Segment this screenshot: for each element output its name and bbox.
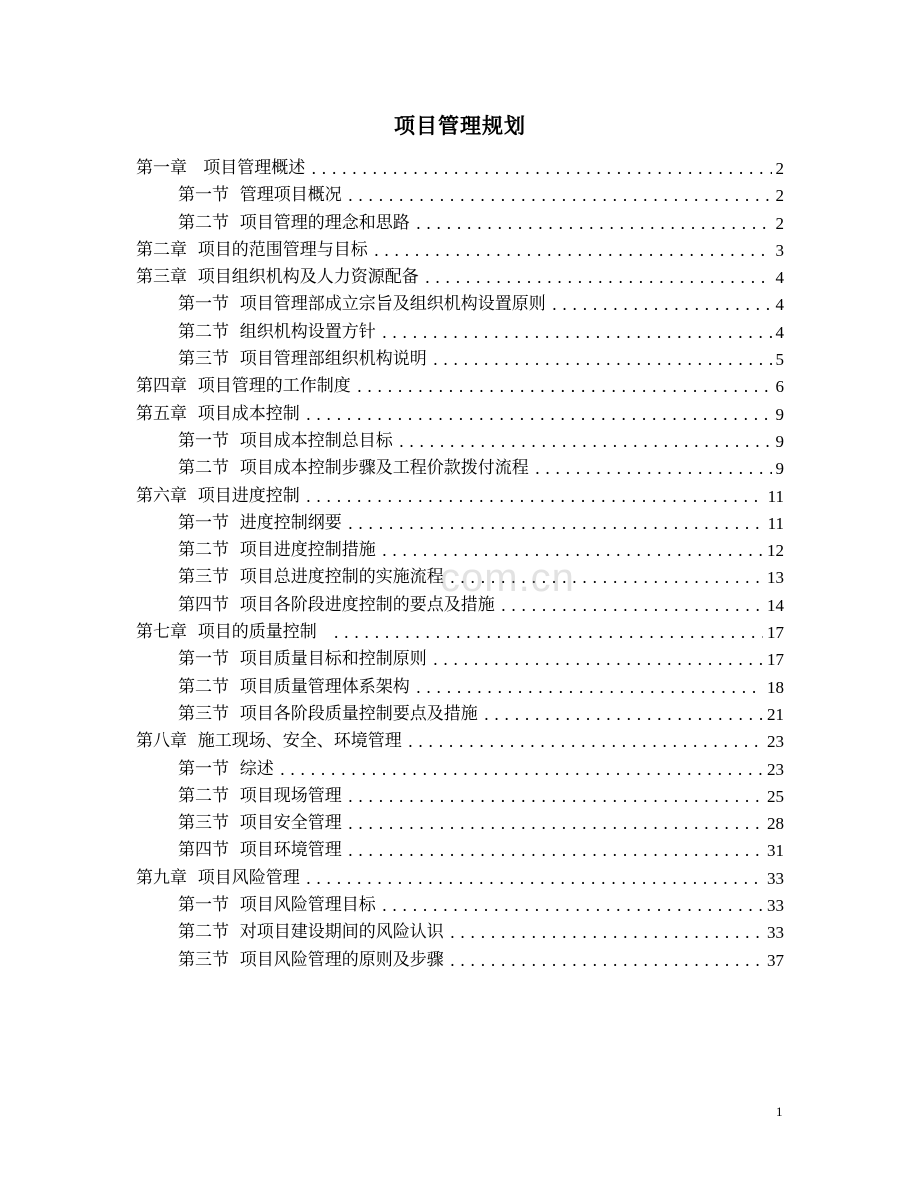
toc-dot-leader — [433, 646, 763, 673]
toc-section-entry[interactable] — [136, 291, 784, 318]
toc-page-number: 3 — [775, 240, 784, 260]
document-title: 项目管理规划 — [394, 114, 526, 138]
toc-entry-label: 第九章 项目风险管理 — [136, 867, 300, 888]
toc-section-entry[interactable] — [136, 455, 784, 482]
toc-chapter-entry[interactable] — [136, 401, 784, 428]
toc-section-entry[interactable] — [136, 810, 784, 837]
toc-entry-label: 第一节 项目风险管理目标 — [178, 895, 376, 916]
toc-entry-label: 第一节 管理项目概况 — [178, 185, 342, 206]
toc-dot-leader — [348, 810, 763, 837]
toc-entry-label: 第一节 综述 — [178, 758, 274, 779]
toc-dot-leader — [408, 728, 763, 755]
toc-dot-leader — [306, 483, 764, 510]
toc-dot-leader — [348, 837, 763, 864]
toc-entry-label: 第一节 项目质量目标和控制原则 — [178, 649, 427, 670]
toc-page-number: 33 — [767, 868, 784, 888]
toc-page-number: 11 — [767, 486, 784, 506]
toc-page-number: 2 — [775, 186, 784, 206]
toc-entry-label: 第一节 项目成本控制总目标 — [178, 430, 393, 451]
toc-page-number: 14 — [767, 595, 784, 615]
toc-entry-label: 第一节 项目管理部成立宗旨及组织机构设置原则 — [178, 294, 546, 315]
toc-section-entry[interactable] — [136, 783, 784, 810]
toc-dot-leader — [374, 237, 772, 264]
toc-entry-label: 第二节 对项目建设期间的风险认识 — [178, 922, 444, 943]
toc-page-number: 4 — [775, 268, 784, 288]
toc-section-entry[interactable] — [136, 674, 784, 701]
toc-dot-leader — [306, 401, 772, 428]
toc-dot-leader — [450, 919, 763, 946]
toc-section-entry[interactable] — [136, 756, 784, 783]
toc-section-entry[interactable] — [136, 947, 784, 974]
toc-page-number: 37 — [767, 950, 784, 970]
toc-entry-label: 第二节 项目质量管理体系架构 — [178, 676, 410, 697]
toc-section-entry[interactable] — [136, 537, 784, 564]
toc-entry-label: 第八章 施工现场、安全、环境管理 — [136, 731, 402, 752]
toc-dot-leader — [280, 756, 763, 783]
toc-page-number: 4 — [775, 295, 784, 315]
toc-chapter-entry[interactable] — [136, 728, 784, 755]
toc-chapter-entry[interactable] — [136, 619, 784, 646]
toc-dot-leader — [348, 182, 772, 209]
toc-dot-leader — [416, 210, 772, 237]
toc-dot-leader — [306, 865, 763, 892]
toc-section-entry[interactable] — [136, 346, 784, 373]
toc-page-number: 13 — [767, 568, 784, 588]
toc-dot-leader — [348, 783, 763, 810]
toc-section-entry[interactable] — [136, 428, 784, 455]
toc-section-entry[interactable] — [136, 892, 784, 919]
toc-chapter-entry[interactable] — [136, 264, 784, 291]
toc-dot-leader — [450, 947, 763, 974]
toc-entry-label: 第三节 项目管理部组织机构说明 — [178, 349, 427, 370]
toc-dot-leader — [382, 537, 763, 564]
toc-entry-label: 第三节 项目风险管理的原则及步骤 — [178, 949, 444, 970]
toc-dot-leader — [311, 155, 771, 182]
toc-page-number: 6 — [775, 377, 784, 397]
toc-chapter-entry[interactable] — [136, 483, 784, 510]
toc-dot-leader — [416, 674, 763, 701]
toc-chapter-entry[interactable] — [136, 237, 784, 264]
toc-page-number: 33 — [767, 923, 784, 943]
toc-dot-leader — [334, 619, 763, 646]
toc-dot-leader — [552, 291, 772, 318]
toc-entry-label: 第二节 项目现场管理 — [178, 785, 342, 806]
toc-section-entry[interactable] — [136, 182, 784, 209]
toc-entry-label: 第五章 项目成本控制 — [136, 403, 300, 424]
toc-dot-leader — [433, 346, 772, 373]
toc-section-entry[interactable] — [136, 210, 784, 237]
toc-entry-label: 第六章 项目进度控制 — [136, 485, 300, 506]
toc-page-number: 23 — [767, 759, 784, 779]
toc-entry-label: 第二节 项目管理的理念和思路 — [178, 212, 410, 233]
toc-dot-leader — [348, 510, 764, 537]
toc-page-number: 2 — [775, 159, 784, 178]
toc-page-number: 17 — [767, 650, 784, 670]
toc-dot-leader — [382, 319, 772, 346]
toc-entry-label: 第二节 项目进度控制措施 — [178, 540, 376, 561]
toc-entry-label: 第三章 项目组织机构及人力资源配备 — [136, 267, 419, 288]
toc-page-number: 11 — [767, 513, 784, 533]
toc-page-number: 12 — [767, 541, 784, 561]
toc-entry-label: 第七章 项目的质量控制 — [136, 622, 328, 643]
toc-page-number: 21 — [767, 704, 784, 724]
toc-dot-leader — [382, 892, 763, 919]
toc-entry-label: 第三节 项目各阶段质量控制要点及措施 — [178, 703, 478, 724]
toc-section-entry[interactable] — [136, 510, 784, 537]
toc-chapter-entry[interactable] — [136, 155, 784, 182]
toc-dot-leader — [425, 264, 772, 291]
toc-page-number: 33 — [767, 896, 784, 916]
toc-page-number: 9 — [775, 459, 784, 479]
toc-dot-leader — [357, 373, 772, 400]
toc-page-number: 18 — [767, 677, 784, 697]
toc-dot-leader — [484, 701, 763, 728]
toc-section-entry[interactable] — [136, 319, 784, 346]
toc-page-number: 5 — [775, 350, 784, 370]
toc-page-number: 31 — [767, 841, 784, 861]
toc-page-number: 9 — [775, 404, 784, 424]
toc-entry-label: 第四章 项目管理的工作制度 — [136, 376, 351, 397]
toc-dot-leader — [450, 564, 763, 591]
toc-page-number: 17 — [767, 623, 784, 643]
toc-entry-label: 第四节 项目各阶段进度控制的要点及措施 — [178, 594, 495, 615]
toc-entry-label: 第二节 项目成本控制步骤及工程价款拨付流程 — [178, 458, 529, 479]
toc-entry-label: 第二节 组织机构设置方针 — [178, 321, 376, 342]
toc-page-number: 9 — [775, 431, 784, 451]
toc-entry-label: 第四节 项目环境管理 — [178, 840, 342, 861]
toc-page-number: 2 — [775, 213, 784, 233]
toc-section-entry[interactable] — [136, 919, 784, 946]
toc-page-number: 28 — [767, 814, 784, 834]
toc-entry-label: 第一节 进度控制纲要 — [178, 512, 342, 533]
watermark: com.cn — [440, 556, 575, 600]
toc-section-entry[interactable] — [136, 837, 784, 864]
toc-entry-label: 第一章 项目管理概述 — [136, 158, 306, 178]
toc-section-entry[interactable] — [136, 646, 784, 673]
toc-entry-label: 第二章 项目的范围管理与目标 — [136, 239, 368, 260]
toc-chapter-entry[interactable] — [136, 373, 784, 400]
toc-section-entry[interactable] — [136, 592, 784, 619]
toc-page-number: 23 — [767, 732, 784, 752]
toc-section-entry[interactable] — [136, 701, 784, 728]
table-of-contents — [136, 155, 784, 974]
page-number: 1 — [776, 1104, 783, 1119]
toc-dot-leader — [501, 592, 763, 619]
toc-section-entry[interactable] — [136, 564, 784, 591]
toc-chapter-entry[interactable] — [136, 865, 784, 892]
toc-page-number: 25 — [767, 786, 784, 806]
toc-page-number: 4 — [775, 322, 784, 342]
toc-entry-label: 第三节 项目安全管理 — [178, 813, 342, 834]
toc-dot-leader — [399, 428, 772, 455]
toc-dot-leader — [535, 455, 772, 482]
toc-entry-label: 第三节 项目总进度控制的实施流程 — [178, 567, 444, 588]
